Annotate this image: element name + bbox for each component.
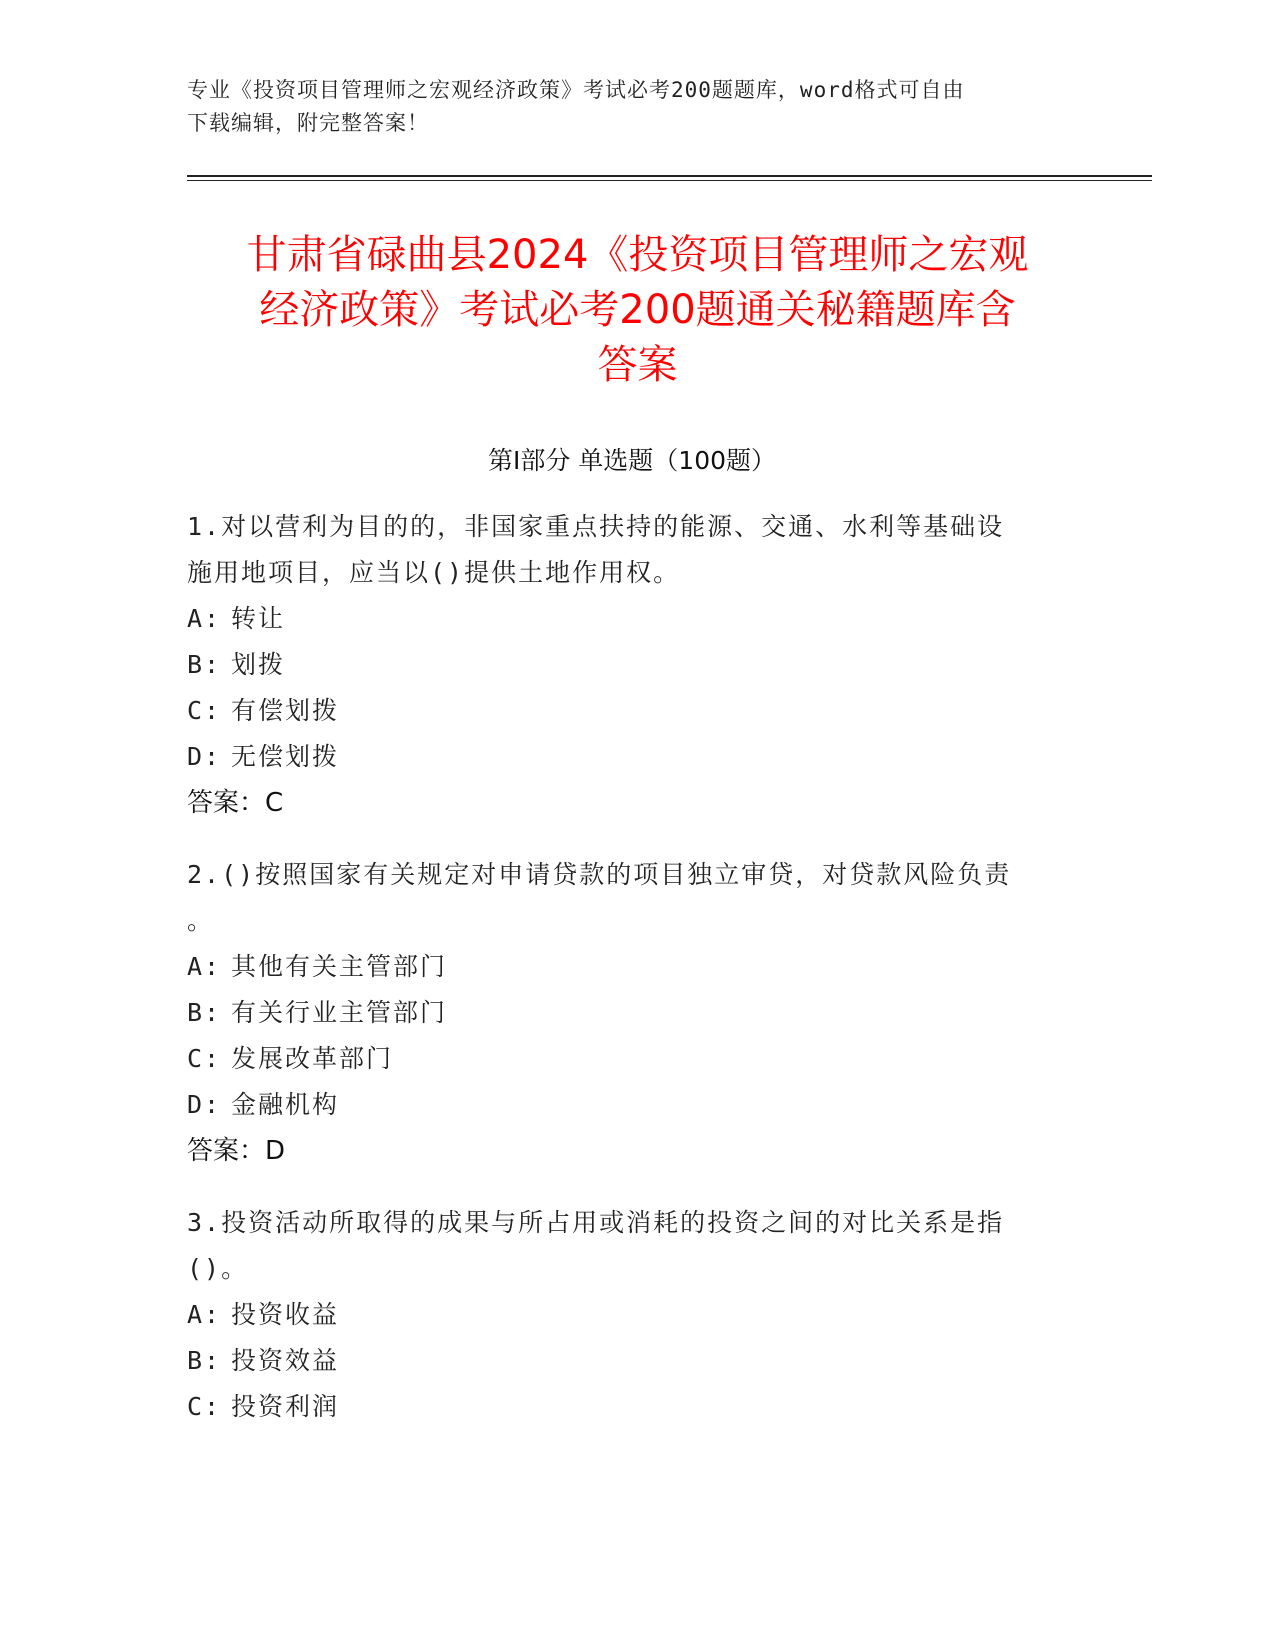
option-a bbox=[187, 1292, 1077, 1338]
title-line-2: 经济政策》考试必考200题通关秘籍题库含 bbox=[259, 287, 1016, 333]
option-text: 无偿划拨 bbox=[231, 742, 340, 771]
option-a bbox=[187, 944, 1077, 990]
option-label: A: bbox=[187, 952, 222, 981]
title-line-3: 答案 bbox=[597, 342, 678, 388]
option-a bbox=[187, 596, 1077, 642]
option-d bbox=[187, 1082, 1077, 1128]
option-text: 发展改革部门 bbox=[231, 1044, 394, 1073]
option-label: C: bbox=[187, 1392, 222, 1421]
option-label: C: bbox=[187, 696, 222, 725]
question-stem-continued: 施用地项目，应当以()提供土地作用权。 bbox=[187, 558, 681, 587]
answer-line: 答案：C bbox=[187, 788, 284, 818]
option-label: B: bbox=[187, 1346, 222, 1375]
question-3 bbox=[187, 1200, 1077, 1430]
question-1 bbox=[187, 504, 1077, 826]
option-label: A: bbox=[187, 1300, 222, 1329]
option-b bbox=[187, 990, 1077, 1036]
option-label: B: bbox=[187, 998, 222, 1027]
option-label: B: bbox=[187, 650, 222, 679]
option-label: D: bbox=[187, 1090, 222, 1119]
document-title bbox=[150, 228, 1125, 393]
option-c bbox=[187, 1036, 1077, 1082]
question-2 bbox=[187, 852, 1077, 1174]
option-text: 转让 bbox=[231, 604, 286, 633]
question-stem: 3.投资活动所取得的成果与所占用或消耗的投资之间的对比关系是指 bbox=[187, 1208, 1005, 1237]
title-line-1: 甘肃省碌曲县2024《投资项目管理师之宏观 bbox=[246, 232, 1029, 278]
document-header bbox=[187, 74, 1077, 140]
option-b bbox=[187, 642, 1077, 688]
header-line-2: 下载编辑，附完整答案！ bbox=[187, 111, 429, 135]
option-text: 投资效益 bbox=[231, 1346, 340, 1375]
option-text: 其他有关主管部门 bbox=[231, 952, 448, 981]
option-label: C: bbox=[187, 1044, 222, 1073]
header-line-1: 专业《投资项目管理师之宏观经济政策》考试必考200题题库，word格式可自由 bbox=[187, 78, 965, 102]
question-stem: 2.()按照国家有关规定对申请贷款的项目独立审贷，对贷款风险负责 bbox=[187, 860, 1012, 889]
option-text: 投资收益 bbox=[231, 1300, 340, 1329]
question-stem-continued: ()。 bbox=[187, 1254, 249, 1283]
answer-line: 答案：D bbox=[187, 1136, 286, 1166]
option-text: 投资利润 bbox=[231, 1392, 340, 1421]
option-d bbox=[187, 734, 1077, 780]
option-label: A: bbox=[187, 604, 222, 633]
option-text: 有偿划拨 bbox=[231, 696, 340, 725]
question-stem-continued: 。 bbox=[187, 906, 215, 935]
section-heading: 第Ⅰ部分 单选题（100题） bbox=[487, 446, 777, 475]
option-text: 有关行业主管部门 bbox=[231, 998, 448, 1027]
option-b bbox=[187, 1338, 1077, 1384]
header-divider-thick bbox=[187, 175, 1152, 177]
option-label: D: bbox=[187, 742, 222, 771]
option-text: 金融机构 bbox=[231, 1090, 340, 1119]
option-c bbox=[187, 688, 1077, 734]
option-c bbox=[187, 1384, 1077, 1430]
header-divider-thin bbox=[187, 180, 1152, 181]
option-text: 划拨 bbox=[231, 650, 286, 679]
question-stem: 1.对以营利为目的的，非国家重点扶持的能源、交通、水利等基础设 bbox=[187, 512, 1005, 541]
